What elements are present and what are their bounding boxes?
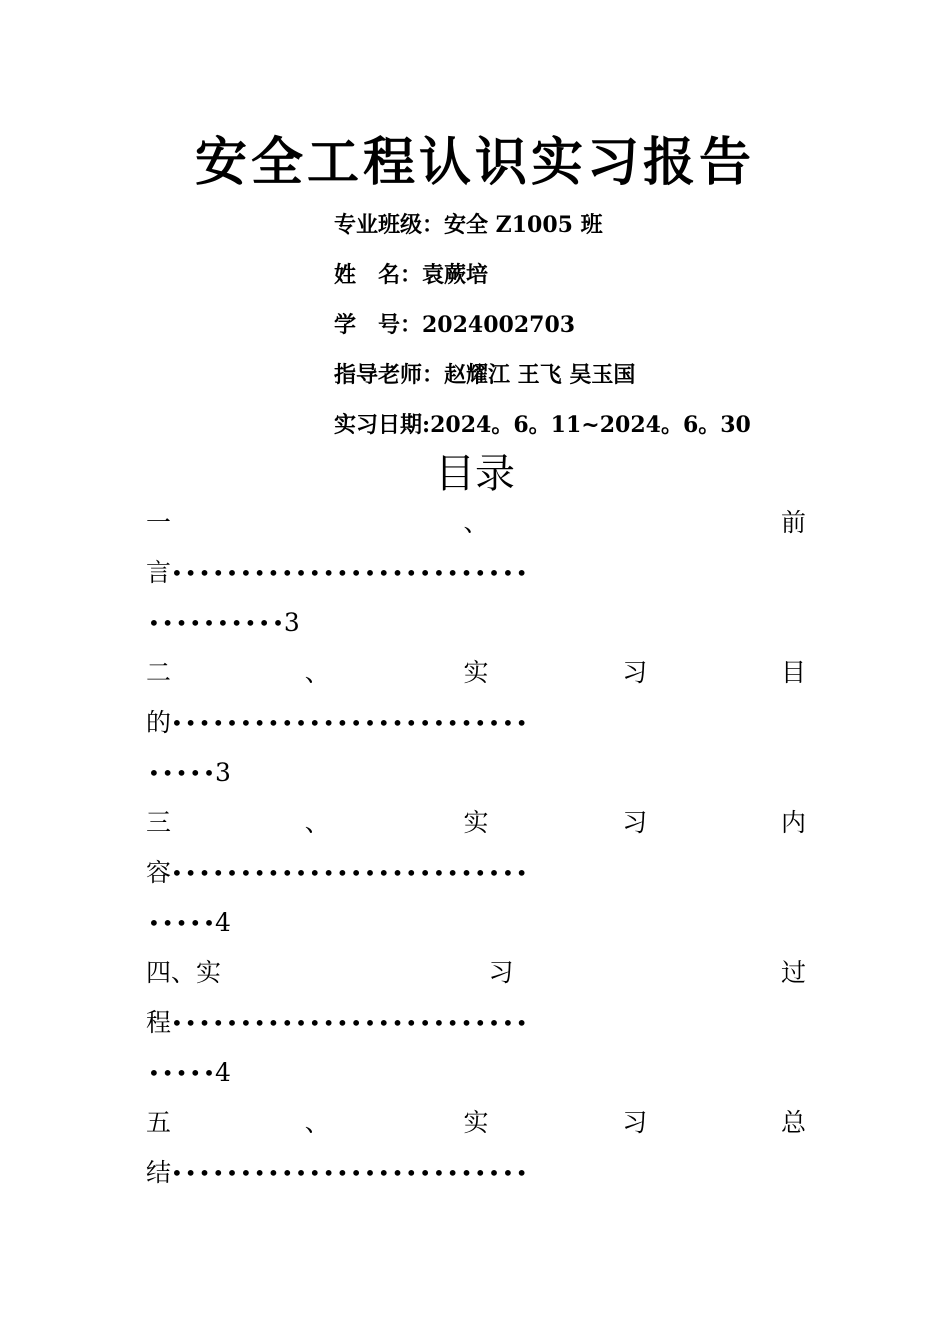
toc-heading: 目录 — [435, 451, 515, 497]
toc-entry-2-line-3 — [146, 748, 806, 798]
toc-entry-5-line-1 — [146, 1098, 806, 1148]
toc-text: 结 — [146, 1158, 172, 1187]
toc-entry-2-line-1 — [146, 648, 806, 698]
toc-text: 总 — [780, 1108, 806, 1137]
toc-text: 言 — [146, 558, 172, 587]
table-of-contents — [146, 498, 806, 1198]
toc-text: 一 — [146, 508, 172, 537]
toc-page-number: 4 — [214, 1058, 231, 1087]
toc-text: 三 — [146, 808, 172, 837]
toc-entry-1-line-1 — [146, 498, 806, 548]
toc-text: 内 — [780, 808, 806, 837]
toc-page-number: 3 — [214, 758, 231, 787]
toc-text: 、 — [304, 808, 330, 837]
info-class: 专业班级：安全 Z1005 班 — [334, 212, 603, 238]
toc-leader-dots: • • • • • • • • • • • • • • • • • • • • • • • • • • — [171, 1011, 528, 1035]
toc-entry-3-line-1 — [146, 798, 806, 848]
toc-leader-dots: • • • • • • • • • • • • • • • • • • • • • • • • • • — [171, 861, 528, 885]
toc-leader-dots: • • • • • — [146, 911, 215, 935]
toc-text: 二 — [146, 658, 172, 687]
info-advisors: 指导老师：赵耀江 王飞 吴玉国 — [334, 362, 636, 388]
report-title: 安全工程认识实习报告 — [194, 132, 755, 193]
toc-text: 习 — [622, 1108, 648, 1137]
toc-text: 习 — [622, 658, 648, 687]
toc-text: 程 — [146, 1008, 172, 1037]
info-dates: 实习日期:2024。6。11~2024。6。30 — [334, 412, 751, 438]
toc-text: 习 — [488, 958, 514, 987]
toc-leader-dots: • • • • • • • • • • — [146, 611, 284, 635]
toc-text: 实 — [463, 1108, 489, 1137]
toc-text: 过 — [780, 958, 806, 987]
toc-text: 、 — [304, 658, 330, 687]
toc-leader-dots: • • • • • — [146, 1061, 215, 1085]
toc-text: 容 — [146, 858, 172, 887]
toc-page-number: 3 — [283, 608, 300, 637]
toc-page-number: 4 — [214, 908, 231, 937]
report-info — [334, 200, 894, 450]
toc-leader-dots: • • • • • — [146, 761, 215, 785]
toc-entry-3-line-3 — [146, 898, 806, 948]
toc-text: 、 — [463, 508, 489, 537]
toc-text: 习 — [622, 808, 648, 837]
toc-entry-2-line-2 — [146, 698, 806, 748]
toc-leader-dots: • • • • • • • • • • • • • • • • • • • • • • • • • • — [171, 711, 528, 735]
toc-entry-3-line-2 — [146, 848, 806, 898]
info-name: 姓 名：袁蕨培 — [334, 262, 489, 288]
toc-entry-1-line-3 — [146, 598, 806, 648]
toc-entry-4-line-1 — [146, 948, 806, 998]
toc-leader-dots: • • • • • • • • • • • • • • • • • • • • • • • • • • — [171, 1161, 528, 1185]
toc-entry-1-line-2 — [146, 548, 806, 598]
toc-entry-4-line-3 — [146, 1048, 806, 1098]
toc-leader-dots: • • • • • • • • • • • • • • • • • • • • • • • • • • — [171, 561, 528, 585]
toc-text: 五 — [146, 1108, 172, 1137]
toc-entry-4-line-2 — [146, 998, 806, 1048]
toc-text: 的 — [146, 708, 172, 737]
toc-text: 前 — [780, 508, 806, 537]
info-student-id: 学 号：2024002703 — [334, 312, 576, 338]
toc-entry-5-line-2 — [146, 1148, 806, 1198]
toc-text: 实 — [463, 658, 489, 687]
toc-text: 四、实 — [146, 958, 222, 987]
toc-text: 、 — [304, 1108, 330, 1137]
toc-text: 实 — [463, 808, 489, 837]
toc-text: 目 — [780, 658, 806, 687]
